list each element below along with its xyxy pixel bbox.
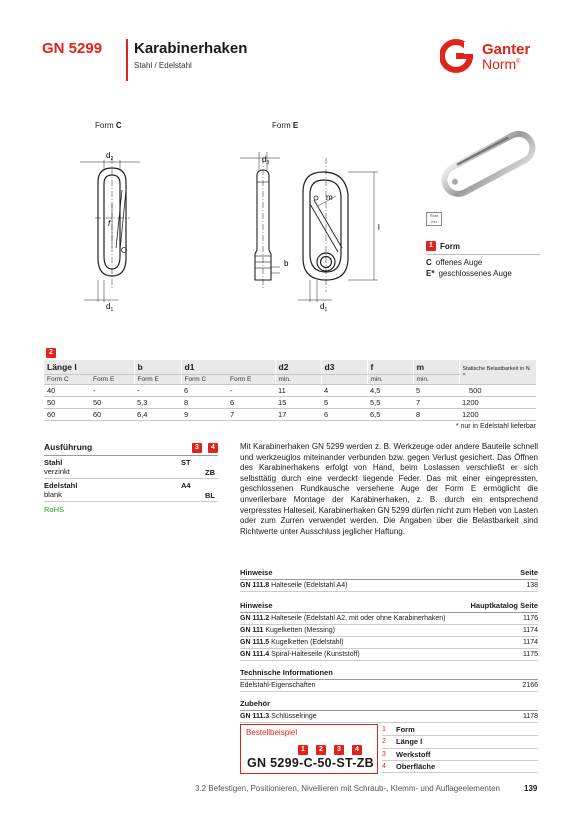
dimension-table <box>44 360 536 421</box>
footer-chapter: 3.2 Befestigen, Positionieren, Nivellieren mit Schraub-, Klemm- und Auflageelementen <box>194 784 500 793</box>
table-row: 60 60 6,4 9 7 17 6 6,5 8 1200 <box>44 408 536 420</box>
form-e-side-drawing <box>240 152 280 288</box>
order-legend-row: 4 Oberfläche <box>382 761 538 773</box>
reference-row[interactable]: GN 111 Kugelketten (Messing) 1174 <box>240 625 538 637</box>
table-row: 40 - - 6 - 11 4 4,5 5 500 <box>44 384 536 396</box>
logo-text-2: Norm <box>482 56 517 72</box>
order-badge-3: 3 <box>334 745 344 755</box>
col-belastbarkeit: Statische Belastbarkeit in N ≈ <box>459 360 536 384</box>
ausfuehrung-header <box>44 442 218 456</box>
badge-4: 4 <box>208 443 218 453</box>
order-example-box <box>240 724 378 774</box>
table-footnote: * nur in Edelstahl lieferbar <box>455 423 536 430</box>
product-description: Mit Karabinerhaken GN 5299 werden z. B. Werkzeuge oder andere Bauteile schnell und werkzeuglos miteinander verbunden bzw. gegen Verlust gesichert. Das Öffnen des Karabinerhakens erfolgt von Hand, beim Loslassen verschließt er sich selbsttätig durch eine verdeckt liegende Feder. Das mit einer eingepressten, geschlossenen Rundkausche versehene Auge der Form E ermöglicht die unverlierbare Montage der Karabinerhaken, z. B. durch ein entsprechend verpresstes Halteseil. Karabinerhaken GN 5299 dürfen nicht zum Heben von Lasten oder zum Zurren verwendet werden. Die Angaben über die Belastbarkeit sind Richtwerte unter Ausschluss jeglicher Haftung. <box>240 442 538 536</box>
technical-info-section: Technische Informationen Edelstahl-Eigenschaften 2166 <box>240 668 538 692</box>
reference-row[interactable]: GN 111.2 Halteseile (Edelstahl A2, mit oder ohne Karabinerhaken) 1176 <box>240 613 538 625</box>
badge-2: 2 <box>46 348 56 358</box>
form-c-drawing <box>80 158 140 302</box>
form-c-label: Form C <box>95 121 122 130</box>
dim-l-label: l <box>378 223 380 232</box>
order-badge-2: 2 <box>316 745 326 755</box>
dim-m-label: m <box>326 193 333 202</box>
dim-d2-label: $d_2$ <box>106 151 114 162</box>
col-d3: d3 <box>321 360 367 374</box>
col-f: f <box>367 360 413 374</box>
material-group: Stahl verzinkt ST ZB <box>44 456 218 479</box>
logo-reg: ® <box>516 59 521 65</box>
technical-drawing <box>40 130 400 320</box>
logo-text-1: Ganter <box>482 41 531 58</box>
order-example-title: Bestellbeispiel <box>246 728 298 737</box>
order-code: GN 5299-C-50-ST-ZB <box>247 756 374 770</box>
reference-row[interactable]: Edelstahl-Eigenschaften 2166 <box>240 680 538 692</box>
hinweise-catalog-section: Hinweise Hauptkatalog Seite GN 111.2 Halteseile (Edelstahl A2, mit oder ohne Karabinerhaken) 1176 GN 111 Kugelketten (Messing) 1174 GN 111.5 Kugelketten (Edelstahl) 1174 GN 111.4 Spiral-Halteseile (Kunststoff) 1175 <box>240 601 538 661</box>
col-m: m <box>413 360 459 374</box>
col-d1: d1 <box>181 360 275 374</box>
dim-f-label: f <box>108 219 111 228</box>
reference-row[interactable]: GN 111.3 Schlüsselringe 1178 <box>240 711 538 723</box>
table-subheader-row: Form C Form E Form E Form C Form E min. min. min. <box>44 374 536 384</box>
badge-1: 1 <box>426 241 436 251</box>
header-divider <box>126 39 128 81</box>
form-option: E* geschlossenes Auge <box>426 269 512 278</box>
page-subtitle: Stahl / Edelstahl <box>134 61 192 70</box>
form-option: C offenes Auge <box>426 258 483 267</box>
material-group: Edelstahl blank A4 BL <box>44 479 218 502</box>
table-header-row <box>44 360 536 374</box>
form-e-label: Form E <box>272 121 299 130</box>
ganter-norm-logo <box>440 36 550 76</box>
order-example <box>240 724 538 774</box>
badge-3: 3 <box>192 443 202 453</box>
order-legend-row: 1 Form <box>382 724 538 736</box>
reference-row[interactable]: GN 111.5 Kugelketten (Edelstahl) 1174 <box>240 637 538 649</box>
order-legend <box>382 724 538 773</box>
order-legend-row: 3 Werkstoff <box>382 749 538 761</box>
page-number: 139 <box>524 784 538 793</box>
dim-d1-label-c: $d_1$ <box>106 302 114 313</box>
dim-d3-label: $d_3$ <box>262 155 270 166</box>
reference-row[interactable]: GN 111.8 Halteseile (Edelstahl A4) 138 <box>240 580 538 592</box>
page-title: Karabinerhaken <box>134 40 248 57</box>
form-legend-title: Form <box>440 241 460 251</box>
order-badge-4: 4 <box>352 745 362 755</box>
rohs-label: RoHS <box>44 504 65 514</box>
col-laenge: Länge l <box>44 360 134 374</box>
col-b: b <box>134 360 181 374</box>
ausfuehrung-block <box>44 442 218 514</box>
accessories-section: Zubehör GN 111.3 Schlüsselringe 1178 <box>240 699 538 723</box>
product-photo <box>426 128 551 198</box>
form-e-front-drawing <box>298 158 378 302</box>
dim-b-label: b <box>284 259 289 268</box>
table-row: 50 50 5,3 8 6 15 5 5,5 7 1200 <box>44 396 536 408</box>
col-d2: d2 <box>275 360 321 374</box>
dim-d1-label-e: $d_1$ <box>320 302 328 313</box>
form-legend <box>426 240 540 279</box>
ausfuehrung-title: Ausführung <box>44 442 93 452</box>
order-badge-1: 1 <box>298 745 308 755</box>
form-legend-header <box>426 240 540 255</box>
order-badges <box>298 745 370 755</box>
reference-row[interactable]: GN 111.4 Spiral-Halteseile (Kunststoff) 1175 <box>240 649 538 661</box>
rust-free-icon: Rost frei <box>426 212 442 226</box>
hinweise-section: Hinweise Seite GN 111.8 Halteseile (Edelstahl A4) 138 <box>240 568 538 592</box>
product-code: GN 5299 <box>42 40 103 57</box>
order-legend-row: 2 Länge l <box>382 736 538 748</box>
